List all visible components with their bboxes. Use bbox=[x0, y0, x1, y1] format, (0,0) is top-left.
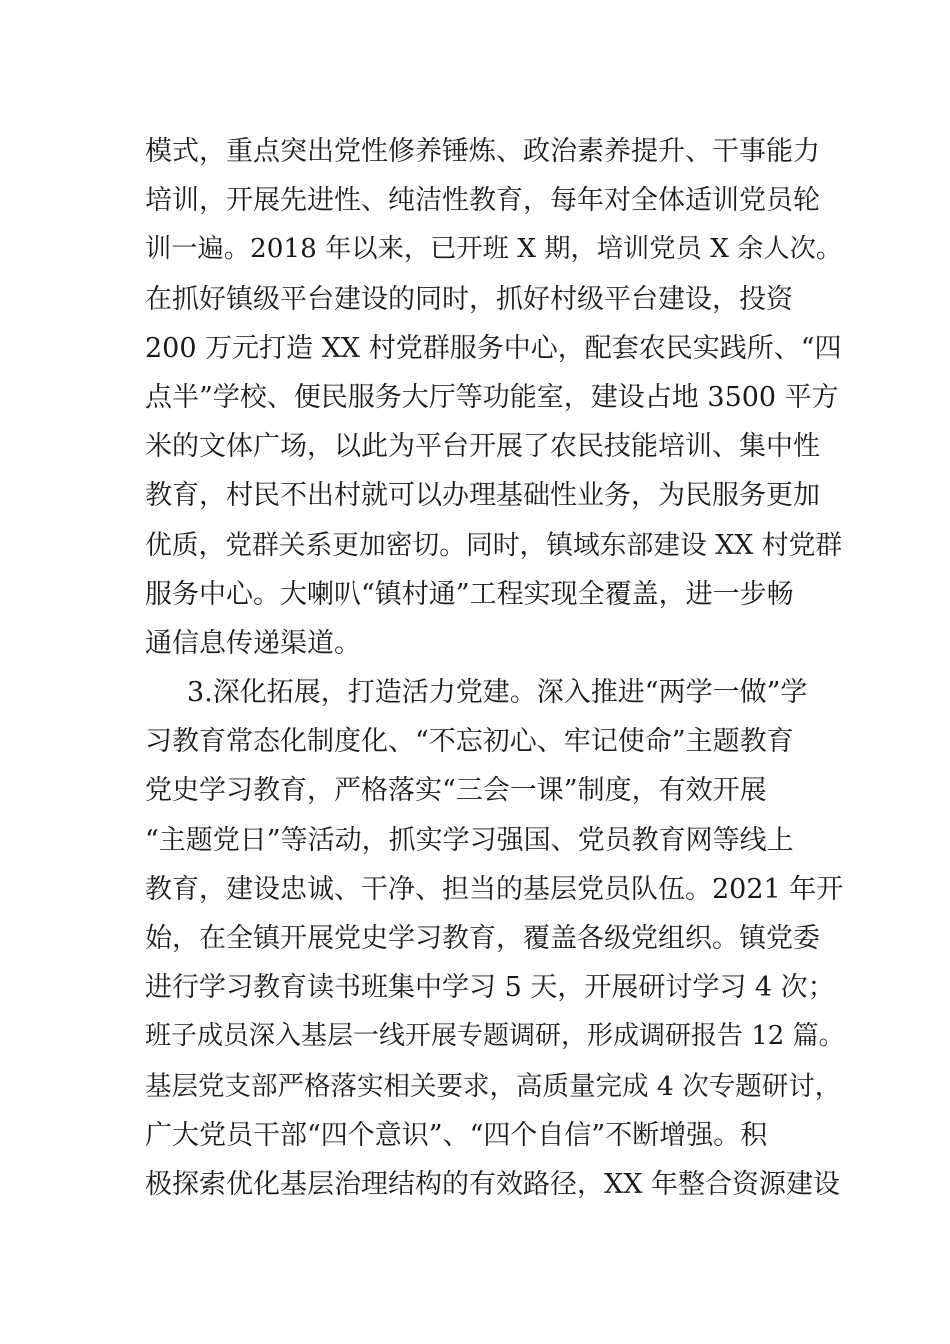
text-line: 党史学习教育，严格落实“三会一课”制度，有效开展 bbox=[145, 775, 767, 807]
text-line: 优质，党群关系更加密切。同时，镇域东部建设 XX 村党群 bbox=[145, 529, 843, 561]
text-line: 班子成员深入基层一线开展专题调研，形成调研报告 12 篇。 bbox=[145, 1021, 845, 1052]
text-line: 进行学习教育读书班集中学习 5 天，开展研讨学习 4 次； bbox=[145, 972, 835, 1004]
text-line: 服务中心。大喇叭“镇村通”工程实现全覆盖，进一步畅 bbox=[145, 578, 794, 610]
text-line: 点半”学校、便民服务大厅等功能室，建设占地 3500 平方 bbox=[145, 381, 839, 413]
body-text bbox=[145, 127, 845, 1209]
text-line: 广大党员干部“四个意识”、“四个自信”不断增强。积 bbox=[145, 1119, 768, 1151]
text-line: 极探索优化基层治理结构的有效路径，XX 年整合资源建设 bbox=[145, 1168, 841, 1200]
text-line: 模式，重点突出党性修养锤炼、政治素养提升、干事能力 bbox=[145, 136, 820, 167]
text-line: 始，在全镇开展党史学习教育，覆盖各级党组织。镇党委 bbox=[145, 923, 820, 954]
paragraph-start-line: 3.深化拓展，打造活力党建。深入推进“两学一做”学 bbox=[187, 677, 808, 709]
text-line: 通信息传递渠道。 bbox=[145, 627, 361, 659]
text-line: 教育，建设忠诚、干净、担当的基层党员队伍。2021 年开 bbox=[145, 873, 844, 905]
text-line: 训一遍。2018 年以来，已开班 X 期，培训党员 X 余人次。 bbox=[145, 234, 843, 265]
text-line: “主题党日”等活动，抓实学习强国、党员教育网等线上 bbox=[145, 824, 794, 856]
text-line: 基层党支部严格落实相关要求，高质量完成 4 次专题研讨， bbox=[145, 1070, 842, 1102]
text-line: 200 万元打造 XX 村党群服务中心，配套农民实践所、“四 bbox=[145, 332, 842, 364]
text-line: 在抓好镇级平台建设的同时，抓好村级平台建设，投资 bbox=[145, 283, 793, 315]
text-line: 米的文体广场，以此为平台开展了农民技能培训、集中性 bbox=[145, 431, 820, 463]
text-line: 教育，村民不出村就可以办理基础性业务，为民服务更加 bbox=[145, 480, 820, 512]
text-line: 培训，开展先进性、纯洁性教育，每年对全体适训党员轮 bbox=[145, 185, 820, 217]
text-line: 习教育常态化制度化、“不忘初心、牢记使命”主题教育 bbox=[145, 726, 794, 758]
